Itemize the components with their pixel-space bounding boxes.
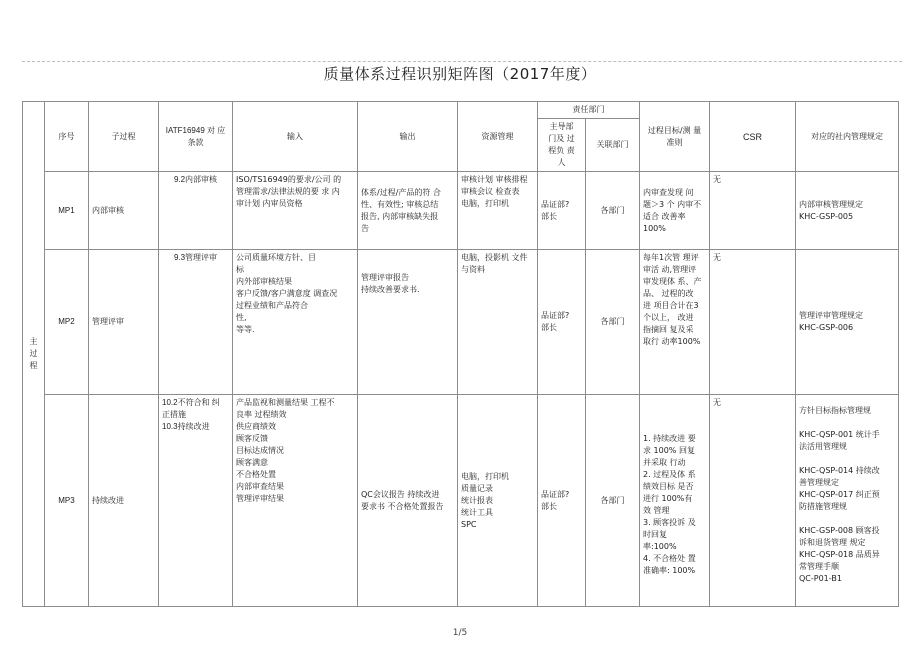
row-lead-dept: 品证部? 部长: [538, 395, 586, 607]
header-targets: 过程目标/测 量 准则: [640, 102, 710, 172]
row-output: 管理评审报告 持续改善要求书.: [358, 250, 458, 395]
process-matrix-table: [22, 101, 899, 607]
header-row-1: [23, 102, 899, 119]
row-name: 内部审核: [89, 172, 159, 250]
row-resources: 电脑，打印机 质量记录 统计报表 统计工具 SPC: [458, 395, 538, 607]
row-resources: 电脑，投影机 文件 与资料: [458, 250, 538, 395]
table-row: [23, 172, 899, 250]
header-related-dept: 关联部门: [586, 119, 640, 172]
row-lead-dept: 品证部? 部长: [538, 172, 586, 250]
row-clause: 10.2不符合和 纠 正措施 10.3持续改进: [159, 395, 233, 607]
header-sub-process: 子过程: [89, 102, 159, 172]
row-related-dept: 各部门: [586, 250, 640, 395]
row-resources: 审核计划 审核排程 审核会议 检查表 电脑，打印机: [458, 172, 538, 250]
header-seq: 序号: [45, 102, 89, 172]
row-related-dept: 各部门: [586, 172, 640, 250]
row-seq: MP2: [45, 250, 89, 395]
row-procedures: 管理评审管理规定 KHC-GSP-006: [796, 250, 899, 395]
document-title: 质量体系过程识别矩阵图（2017年度）: [323, 65, 597, 83]
row-procedures: 内部审核管理规定 KHC-GSP-005: [796, 172, 899, 250]
row-clause: 9.3管理评审: [159, 250, 233, 395]
table-row: [23, 395, 899, 607]
row-output: 体系/过程/产品的符 合 性、有效性; 审核总结 报告, 内部审核缺失报 告: [358, 172, 458, 250]
header-procedures: 对应的社内管理规定: [796, 102, 899, 172]
header-lead-dept: 主导部 门及 过 程负 责 人: [538, 119, 586, 172]
row-input: 公司质量环境方针、目 标 内外部审核结果 客户反馈/客户满意度 调查况 过程业绩和产品符合 性, 等等.: [233, 250, 358, 395]
header-iatf-clause: IATF16949 对 应 条款: [159, 102, 233, 172]
group-label: 主 过 程: [29, 337, 38, 370]
row-name: 管理评审: [89, 250, 159, 395]
row-seq: MP3: [45, 395, 89, 607]
row-lead-dept: 品证部? 部长: [538, 250, 586, 395]
header-resources: 资源管理: [458, 102, 538, 172]
row-targets: 内审查发现 问 题＞3 个 内审不 适合 改善率 100%: [640, 172, 710, 250]
row-csr: 无: [710, 250, 796, 395]
row-name: 持续改进: [89, 395, 159, 607]
row-related-dept: 各部门: [586, 395, 640, 607]
row-csr: 无: [710, 172, 796, 250]
header-responsibility-dept: 责任部门: [538, 102, 640, 119]
header-rule: [22, 61, 902, 62]
row-procedures: 方针目标指标管理规 KHC-QSP-001 统计手 法活用管理规 KHC-QSP-014 持续改 善管理规定 KHC-QSP-017 纠正预 防措施管理规 KHC-GSP-008 顾客投 诉和退货管理 规定 KHC-QSP-018 品质异 常管理手顺 QC-P01-B1: [796, 395, 899, 607]
page-number: 1/5: [452, 628, 468, 638]
row-csr: 无: [710, 395, 796, 607]
row-targets: 1. 持续改进 要 求 100% 回复 并采取 行动 2. 过程及体 系 绩效目标 是否 进行 100%有 效 管理 3. 顾客投诉 及 时回复 率:100% 4. 不合格处 置 准确率: 100%: [640, 395, 710, 607]
row-clause: 9.2内部审核: [159, 172, 233, 250]
row-input: 产品监视和测量结果 工程不 良率 过程绩效 供应商绩效 顾客反馈 目标达成情况 顾客满意 不合格处置 内部审查结果 管理评审结果: [233, 395, 358, 607]
header-output: 输出: [358, 102, 458, 172]
group-cell: [23, 102, 45, 607]
row-targets: 每年1次管 理评 审活 动,管理评 审发现体 系、产 品、 过程的改 进 项目合计在3 个以上， 改进 指摘回 复及采 取行 动率100%: [640, 250, 710, 395]
table-row: [23, 250, 899, 395]
header-csr: CSR: [710, 102, 796, 172]
row-input: ISO/TS16949的要求/公司 的 管理需求/法律法规的要 求 内 审计划 内审员资格: [233, 172, 358, 250]
row-seq: MP1: [45, 172, 89, 250]
header-input: 输入: [233, 102, 358, 172]
row-output: QC会议报告 持续改进 要求书 不合格处置报告: [358, 395, 458, 607]
